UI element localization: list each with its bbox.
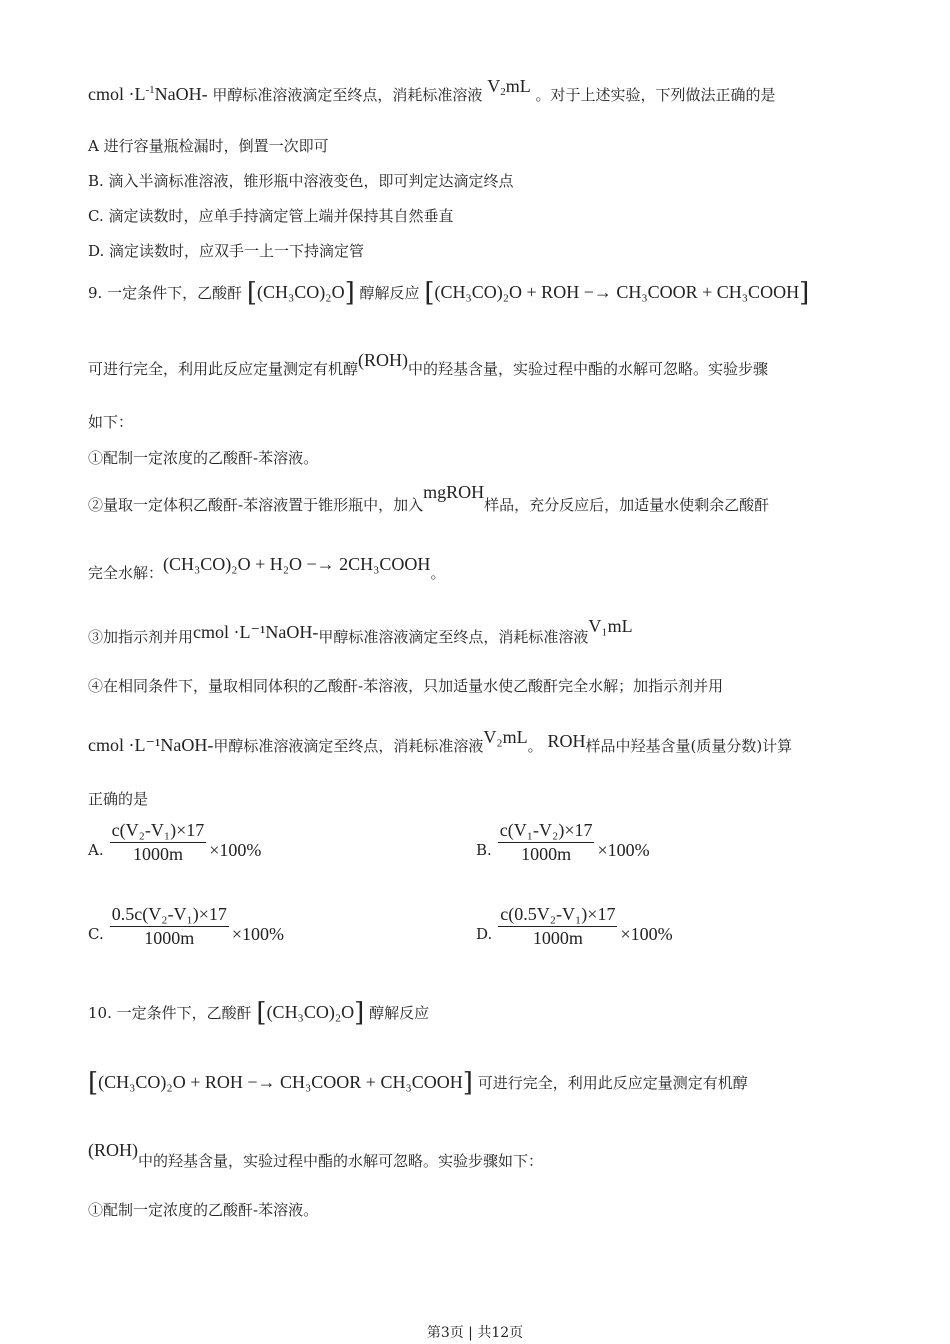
volume-v2-b: V₂mL xyxy=(483,727,528,747)
q10-line3 xyxy=(88,1140,544,1171)
percent-d: ×100% xyxy=(620,924,673,944)
step4-text-2: 样品中羟基含量(质量分数)计算 xyxy=(585,737,793,755)
q8-option-d: D. 滴定读数时，应双手一上一下持滴定管 xyxy=(88,242,365,260)
q9-line2 xyxy=(88,350,769,379)
q10-text-2: 中的羟基含量，实验过程中酯的水解可忽略。实验步骤如下： xyxy=(138,1152,544,1170)
q10-intro: 10. 一定条件下，乙酸酐 xyxy=(88,1004,252,1022)
volume-v1: V₁mL xyxy=(588,616,633,636)
page-footer: 第3页 | 共12页 xyxy=(426,1325,524,1341)
q10-text: 可进行完全，利用此反应定量测定有机醇 xyxy=(477,1074,748,1092)
step2-text: ②量取一定体积乙酸酐-苯溶液置于锥形瓶中，加入 xyxy=(88,496,424,514)
hydrolysis-label: 完全水解： xyxy=(88,564,164,582)
q8-stem-line xyxy=(88,76,776,110)
q9-line-end: 正确的是 xyxy=(88,790,149,808)
anhydride-formula: (CH₃CO)₂O xyxy=(257,282,345,302)
roh-formula-2: (ROH) xyxy=(88,1140,138,1160)
q9-step3 xyxy=(88,616,633,647)
q9-text-2: 中的羟基含量，实验过程中酯的水解可忽略。实验步骤 xyxy=(408,360,769,378)
q9-option-d xyxy=(476,904,673,949)
anhydride-formula-2: (CH₃CO)₂O xyxy=(266,1002,355,1022)
q9-intro: 9. 一定条件下，乙酸酐 xyxy=(88,284,243,302)
q8-stem-text: 甲醇标准溶液滴定至终点，消耗标准溶液 xyxy=(212,86,483,104)
q10-intro-line: 10. 一定条件下，乙酸酐 [(CH₃CO)₂O] 醇解反应 xyxy=(88,998,430,1028)
q9-step2 xyxy=(88,482,770,515)
fraction-c: $\frac{\text{0.5c(V₂-V₁)×17}}{1000m}$ xyxy=(111,904,227,948)
concentration-formula-2: cmol ·L⁻¹NaOH- xyxy=(193,622,319,642)
fraction-a: $\frac{\text{c(V₂-V₁)×17}}{1000m}$ xyxy=(111,820,205,864)
q9-step4-line2 xyxy=(88,727,793,756)
roh-label: ROH xyxy=(547,731,586,751)
fraction-d: $\frac{\text{c(0.5V₂-V₁)×17}}{1000m}$ xyxy=(500,904,616,948)
hydrolysis-equation: (CH₃CO)₂O + H₂O −→ 2CH₃COOH xyxy=(163,554,431,574)
alcoholysis-equation: (CH₃CO)₂O + ROH −→ CH₃COOR + CH₃COOH xyxy=(434,282,800,302)
step2-text-2: 样品，充分反应后，加适量水使剩余乙酸酐 xyxy=(484,496,770,514)
percent-a: ×100% xyxy=(209,840,262,860)
option-c-label: C. xyxy=(88,924,104,943)
q10-equation-line: [(CH₃CO)₂O + ROH −→ CH₃COOR + CH₃COOH] 可进行完全，利用此反应定量测定有机醇 xyxy=(88,1068,748,1098)
q8-option-c: C. 滴定读数时，应单手持滴定管上端并保持其自然垂直 xyxy=(88,207,454,225)
step4-text: 甲醇标准溶液滴定至终点，消耗标准溶液 xyxy=(213,737,484,755)
q8-option-a: A 进行容量瓶检漏时，倒置一次即可 xyxy=(88,137,329,155)
fraction-b: $\frac{\text{c(V₁-V₂)×17}}{1000m}$ xyxy=(499,820,593,864)
concentration-formula: cmol $\cdot L^{-1}NaOH-$ xyxy=(88,84,208,104)
option-d-label: D. xyxy=(476,924,493,943)
q9-line3: 如下： xyxy=(88,413,134,431)
sample-mass: mgROH xyxy=(423,482,485,502)
q9-step2-hydrolysis xyxy=(88,554,446,583)
step3-text-2: 甲醇标准溶液滴定至终点，消耗标准溶液 xyxy=(318,628,589,646)
concentration-formula-3: cmol ·L⁻¹NaOH- xyxy=(88,735,214,755)
roh-formula: (ROH) xyxy=(358,350,409,370)
option-b-label: B. xyxy=(476,840,492,859)
q9-option-c xyxy=(88,904,284,949)
q8-stem-end: 。对于上述实验，下列做法正确的是 xyxy=(535,86,776,104)
percent-c: ×100% xyxy=(231,924,285,944)
period-2: 。 xyxy=(527,737,543,755)
q9-intro-line: 9. 一定条件下，乙酸酐 [(CH₃CO)₂O] 醇解反应 [(CH₃CO)₂O + ROH −→ CH₃COOR + CH₃COOH] xyxy=(88,278,810,308)
q9-step1: ①配制一定浓度的乙酸酐-苯溶液。 xyxy=(88,449,319,467)
q8-option-b: B. 滴入半滴标准溶液，锥形瓶中溶液变色，即可判定达滴定终点 xyxy=(88,172,514,190)
option-a-label: A. xyxy=(88,840,104,859)
percent-b: ×100% xyxy=(597,840,650,860)
q9-text: 可进行完全，利用此反应定量测定有机醇 xyxy=(88,360,359,378)
react-text: 醇解反应 xyxy=(359,284,420,302)
q10-step1: ①配制一定浓度的乙酸酐-苯溶液。 xyxy=(88,1201,319,1219)
period: 。 xyxy=(430,564,446,582)
q9-step4: ④在相同条件下，量取相同体积的乙酸酐-苯溶液，只加适量水使乙酸酐完全水解；加指示剂并用 xyxy=(88,677,724,695)
q9-option-b xyxy=(476,820,650,865)
volume-v2: $V_2mL$ xyxy=(487,76,531,98)
react-text-2: 醇解反应 xyxy=(369,1004,430,1022)
step3-text: ③加指示剂并用 xyxy=(88,628,194,646)
q9-option-a xyxy=(88,820,261,865)
alcoholysis-equation-2: (CH₃CO)₂O + ROH −→ CH₃COOR + CH₃COOH xyxy=(98,1072,463,1092)
